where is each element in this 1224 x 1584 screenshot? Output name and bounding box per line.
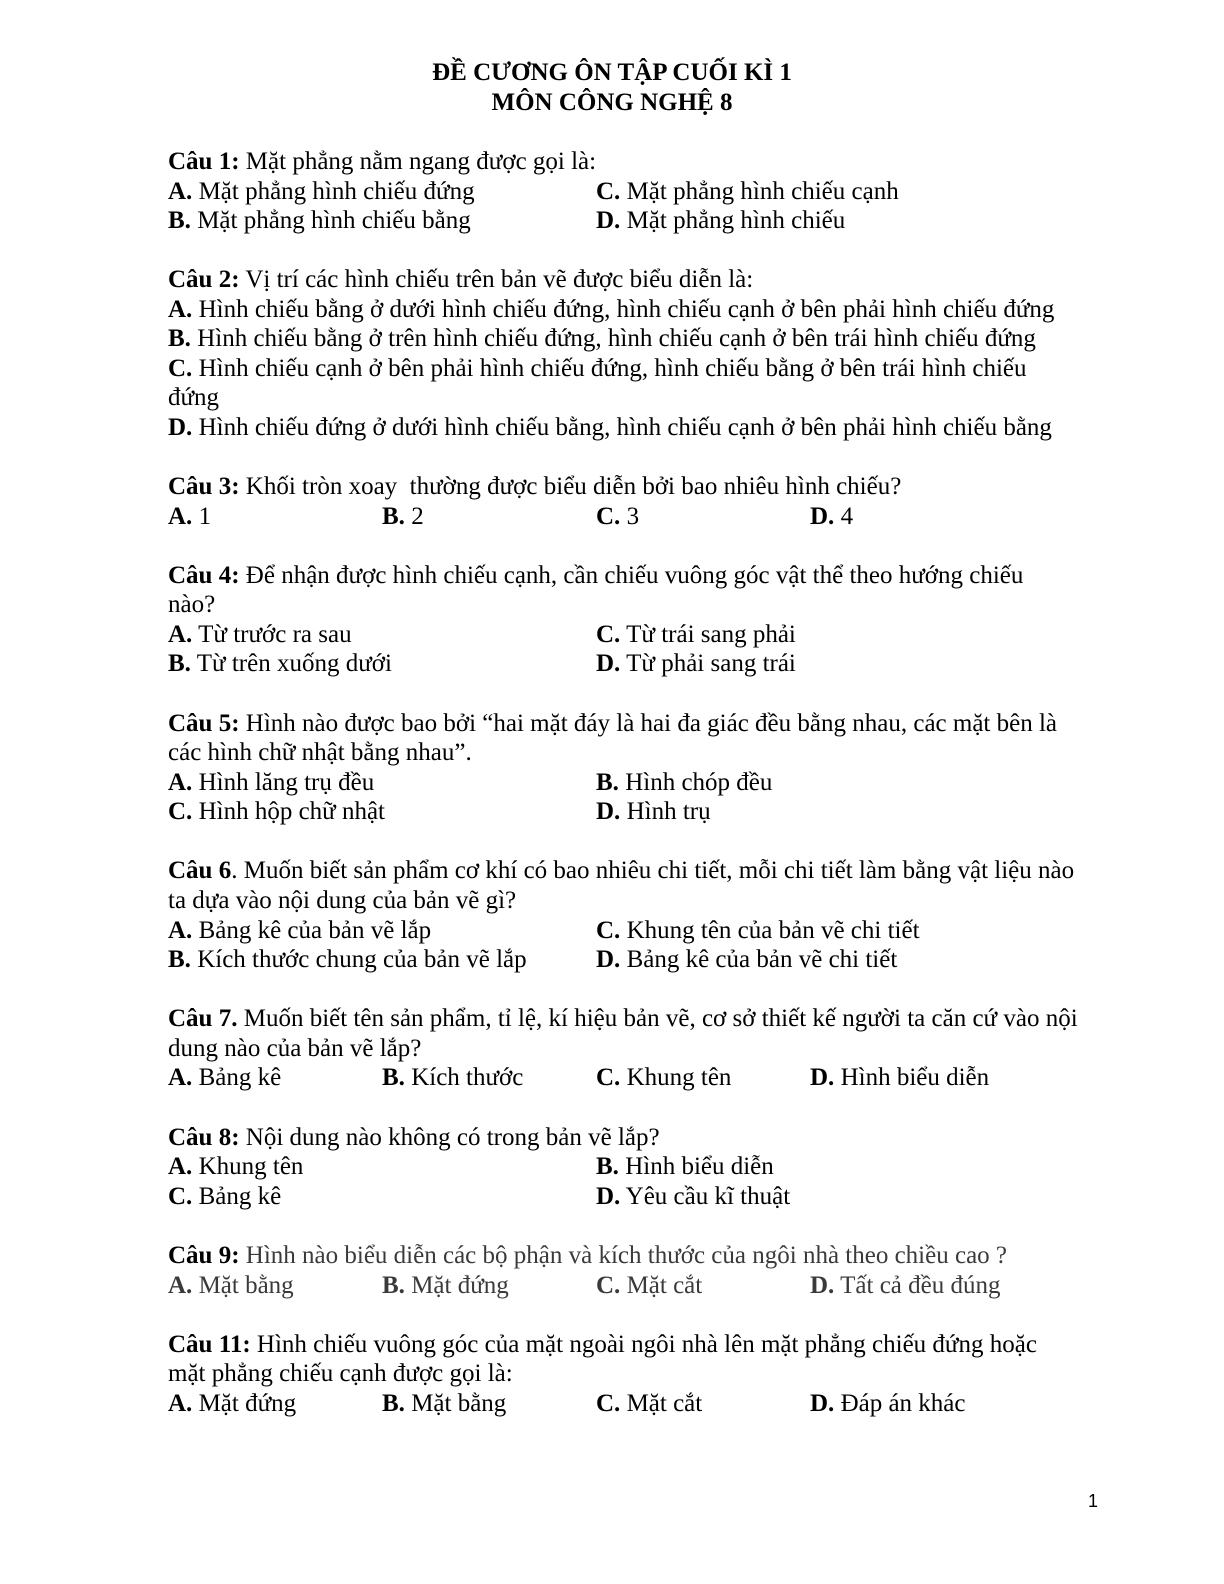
question-text: . Muốn biết sản phẩm cơ khí có bao nhiêu chi tiết, mỗi chi tiết làm bằng vật liệu nào bbox=[231, 857, 1075, 884]
document-subtitle: MÔN CÔNG NGHỆ 8 bbox=[491, 89, 733, 116]
option-a: A. Bảng kê của bản vẽ lắp bbox=[168, 917, 432, 944]
option-c: C. Khung tên của bản vẽ chi tiết bbox=[596, 917, 920, 944]
question-label: Câu 7. bbox=[168, 1005, 238, 1032]
question-text: Khối tròn xoay thường được biểu diễn bởi bao nhiêu hình chiếu? bbox=[245, 473, 902, 500]
question-text: Hình chiếu vuông góc của mặt ngoài ngôi nhà lên mặt phẳng chiếu đứng hoặc bbox=[256, 1331, 1037, 1358]
option-d: D. Hình trụ bbox=[596, 798, 711, 825]
option-b: B. Kích thước chung của bản vẽ lắp bbox=[168, 946, 527, 973]
option-b: B. Mặt đứng bbox=[382, 1272, 509, 1299]
option-a: A. Khung tên bbox=[168, 1153, 304, 1180]
option-b: B. Hình chóp đều bbox=[596, 769, 773, 796]
question-label: Câu 2: bbox=[168, 266, 240, 293]
option-b: B. Hình biểu diễn bbox=[596, 1153, 774, 1180]
option-d: D. Hình chiếu đứng ở dưới hình chiếu bằng, hình chiếu cạnh ở bên phải hình chiếu bằng bbox=[168, 414, 1052, 441]
question-4-stem-continued: nào? bbox=[168, 591, 216, 618]
option-a: A. Từ trước ra sau bbox=[168, 621, 352, 648]
option-a: A. Mặt bằng bbox=[168, 1272, 294, 1299]
option-b: B. 2 bbox=[382, 503, 424, 530]
option-d: D. 4 bbox=[810, 503, 854, 530]
option-d: D. Hình biểu diễn bbox=[810, 1064, 990, 1091]
option-a: A. Mặt phẳng hình chiếu đứng bbox=[168, 178, 475, 205]
question-3-stem bbox=[168, 472, 901, 502]
question-text: Để nhận được hình chiếu cạnh, cần chiếu vuông góc vật thể theo hướng chiếu bbox=[245, 562, 1024, 589]
option-d: D. Yêu cầu kĩ thuật bbox=[596, 1183, 791, 1210]
question-5-stem-continued: các hình chữ nhật bằng nhau”. bbox=[168, 739, 472, 766]
question-label: Câu 9: bbox=[168, 1242, 240, 1269]
question-11-stem bbox=[168, 1330, 1037, 1360]
option-c: C. 3 bbox=[596, 503, 640, 530]
option-a: A. Mặt đứng bbox=[168, 1390, 297, 1417]
option-d: D. Bảng kê của bản vẽ chi tiết bbox=[596, 946, 898, 973]
option-b: B. Kích thước bbox=[382, 1064, 524, 1091]
option-c: C. Hình chiếu cạnh ở bên phải hình chiếu đứng, hình chiếu bằng ở bên trái hình chiếu bbox=[168, 355, 1027, 382]
question-text: Hình nào được bao bởi “hai mặt đáy là hai đa giác đều bằng nhau, các mặt bên là bbox=[245, 710, 1058, 737]
option-c: C. Mặt cắt bbox=[596, 1272, 703, 1299]
option-c-continued: đứng bbox=[168, 384, 220, 411]
question-text: Hình nào biểu diễn các bộ phận và kích thước của ngôi nhà theo chiều cao ? bbox=[245, 1242, 1008, 1269]
question-4-stem bbox=[168, 561, 1023, 591]
option-a: A. 1 bbox=[168, 503, 212, 530]
option-d: D. Tất cả đều đúng bbox=[810, 1272, 1001, 1299]
option-d: D. Từ phải sang trái bbox=[596, 650, 796, 677]
question-6-stem-continued: ta dựa vào nội dung của bản vẽ gì? bbox=[168, 887, 517, 914]
question-11-stem-continued: mặt phẳng chiếu cạnh được gọi là: bbox=[168, 1360, 513, 1387]
question-label: Câu 11: bbox=[168, 1331, 251, 1358]
question-label: Câu 5: bbox=[168, 710, 240, 737]
question-label: Câu 6 bbox=[168, 857, 232, 884]
question-9-stem bbox=[168, 1241, 1007, 1271]
question-5-stem bbox=[168, 709, 1057, 739]
question-label: Câu 1: bbox=[168, 148, 240, 175]
page-number: 1 bbox=[1088, 1491, 1099, 1511]
question-6-stem bbox=[168, 856, 1074, 886]
question-text: Mặt phẳng nằm ngang được gọi là: bbox=[245, 148, 597, 175]
option-b: B. Hình chiếu bằng ở trên hình chiếu đứng, hình chiếu cạnh ở bên trái hình chiếu đứng bbox=[168, 325, 1036, 352]
option-b: B. Mặt bằng bbox=[382, 1390, 507, 1417]
question-7-stem-continued: dung nào của bản vẽ lắp? bbox=[168, 1035, 422, 1062]
question-text: Vị trí các hình chiếu trên bản vẽ được biểu diễn là: bbox=[245, 266, 754, 293]
question-text: Muốn biết tên sản phẩm, tỉ lệ, kí hiệu bản vẽ, cơ sở thiết kế người ta căn cứ vào nội bbox=[243, 1005, 1078, 1032]
question-7-stem bbox=[168, 1004, 1078, 1034]
option-c: C. Bảng kê bbox=[168, 1183, 282, 1210]
option-c: C. Từ trái sang phải bbox=[596, 621, 796, 648]
option-c: C. Mặt cắt bbox=[596, 1390, 703, 1417]
option-c: C. Mặt phẳng hình chiếu cạnh bbox=[596, 178, 899, 205]
question-2-stem bbox=[168, 265, 753, 295]
option-d: D. Đáp án khác bbox=[810, 1390, 966, 1417]
option-a: A. Hình chiếu bằng ở dưới hình chiếu đứng, hình chiếu cạnh ở bên phải hình chiếu đứng bbox=[168, 296, 1055, 323]
question-1-stem bbox=[168, 147, 596, 177]
option-c: C. Khung tên bbox=[596, 1064, 732, 1091]
option-a: A. Bảng kê bbox=[168, 1064, 282, 1091]
option-d: D. Mặt phẳng hình chiếu bbox=[596, 207, 846, 234]
question-label: Câu 8: bbox=[168, 1124, 240, 1151]
question-text: Nội dung nào không có trong bản vẽ lắp? bbox=[245, 1124, 660, 1151]
option-a: A. Hình lăng trụ đều bbox=[168, 769, 375, 796]
question-label: Câu 3: bbox=[168, 473, 240, 500]
question-8-stem bbox=[168, 1123, 660, 1153]
document-title: ĐỀ CƯƠNG ÔN TẬP CUỐI KÌ 1 bbox=[432, 59, 792, 86]
option-b: B. Mặt phẳng hình chiếu bằng bbox=[168, 207, 471, 234]
option-c: C. Hình hộp chữ nhật bbox=[168, 798, 386, 825]
option-b: B. Từ trên xuống dưới bbox=[168, 650, 392, 677]
question-label: Câu 4: bbox=[168, 562, 240, 589]
